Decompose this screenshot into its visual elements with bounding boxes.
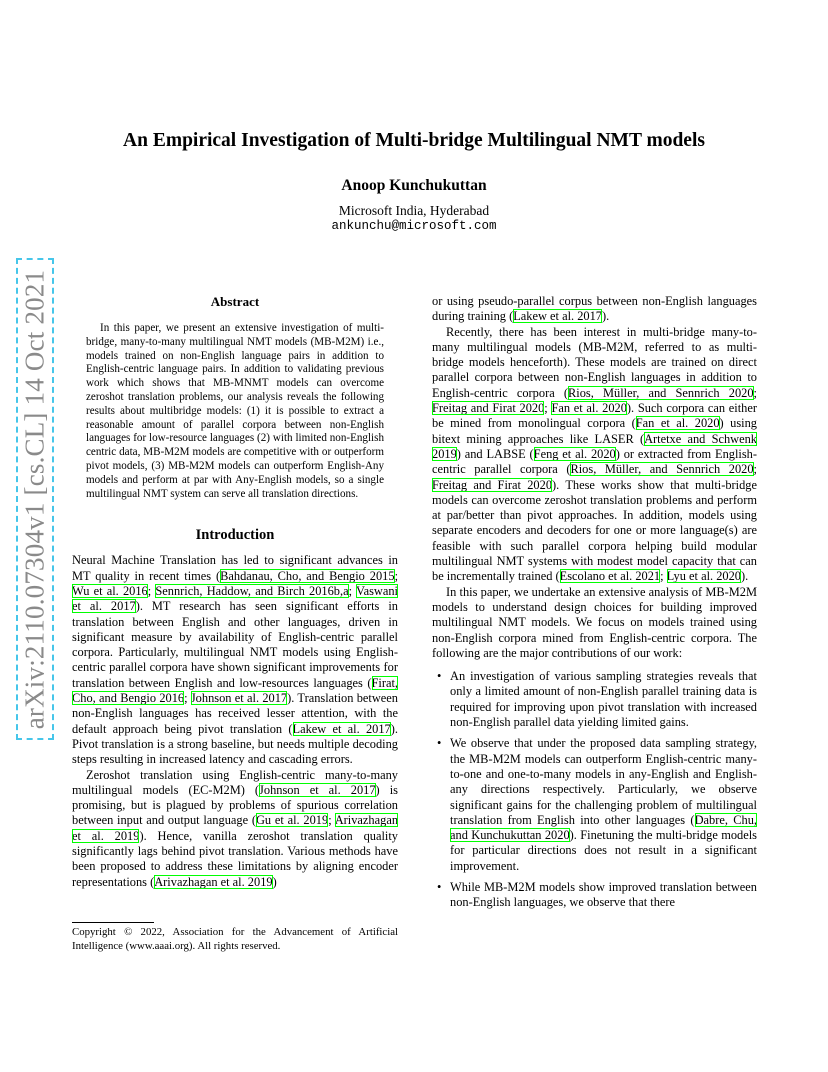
text-run: ). Pivot translation is a strong baseline, but needs multiple decoding steps resulting in increased latency and cascading errors. (72, 721, 398, 767)
list-item (432, 736, 757, 874)
text-run: ) (272, 874, 277, 889)
text-run: ). (602, 309, 610, 324)
text-run: ; (660, 569, 667, 584)
continued-paragraph (432, 294, 757, 325)
citation-link[interactable]: Lyu et al. 2020 (666, 569, 742, 584)
list-item-text: We observe that under the proposed data sampling strategy, the MB-M2M models can outperform English-centric many-to-one and one-to-many models in any-English and English-any directions respectively. Particularly, we observe significant gains for the challenging problem of multilingual translation from English into other languages ( (450, 736, 757, 827)
citation-link[interactable]: Firat, Cho, and Bengio 2016 (72, 675, 398, 706)
citation-link[interactable]: Johnson et al. 2017 (259, 782, 376, 797)
citation-link[interactable]: Escolano et al. 2021 (559, 569, 661, 584)
text-run: ). Translation between non-English languages has received lesser attention, with the default approach being pivot translation ( (72, 691, 399, 736)
text-run: ; (147, 583, 156, 598)
text-run: ; (394, 568, 399, 583)
text-run: ). MT research has seen significant efforts in translation between English and other languages, driven in significant measure by availability of English-centric parallel corpora. Particularly, multilingual NMT models using English-centric parallel corpora have shown significant improvements for translation between English and low-resources languages ( (72, 599, 398, 690)
citation-link[interactable]: Dabre, Chu, and Kunchukuttan 2020 (450, 812, 757, 843)
list-item (432, 669, 757, 730)
author-email[interactable]: ankunchu@microsoft.com (331, 219, 497, 233)
arxiv-identifier-stamp[interactable] (16, 258, 54, 740)
list-item-text: An investigation of various sampling strategies reveals that only a limited amount of non-English parallel training data is required for improving upon pivot translation with increased non-English parallel data yielding limited gains. (450, 669, 757, 730)
bullet-marker: • (437, 669, 442, 684)
author-name: Anoop Kunchukuttan (341, 177, 487, 194)
bullet-marker: • (437, 879, 442, 894)
contributions-list (432, 669, 757, 910)
author-affiliation: Microsoft India, Hyderabad (338, 203, 490, 218)
citation-link[interactable]: Feng et al. 2020 (533, 446, 616, 461)
abstract-heading: Abstract (210, 294, 260, 309)
citation-link[interactable]: Rios, Müller, and Sennrich 2020 (570, 462, 754, 477)
list-item-text: ). Finetuning the multi-bridge models for particular directions does not result in a significant improvement. (450, 828, 757, 873)
citation-link[interactable]: Bahdanau, Cho, and Bengio 2015 (220, 568, 395, 583)
intro-paragraph-2 (72, 768, 398, 890)
citation-link[interactable]: Gu et al. 2019 (255, 813, 329, 828)
text-run: ; (348, 583, 357, 598)
related-work-paragraph (432, 325, 757, 585)
citation-link[interactable]: Johnson et al. 2017 (190, 691, 288, 706)
left-column (72, 294, 398, 890)
citation-link[interactable]: Rios, Müller, and Sennrich 2020 (568, 385, 754, 400)
text-run: ) and LABSE ( (456, 446, 534, 461)
text-run: ) or extracted from English-centric parallel corpora ( (432, 446, 757, 477)
text-run: Zeroshot translation using English-centric many-to-many multilingual models (EC-M2M) ( (72, 767, 398, 797)
arxiv-identifier-text: arXiv:2110.07304v1 [cs.CL] 14 Oct 2021 (19, 269, 50, 729)
text-run: ; (753, 462, 757, 477)
text-run: ; (544, 401, 552, 416)
citation-link[interactable]: Lakew et al. 2017 (513, 309, 602, 324)
text-run: Recently, there has been interest in multi-bridge many-to-many multilingual models (MB-M2M, referred to as multi-bridge models henceforth). These models are trained on direct parallel corpora between non-English languages in addition to English-centric corpora ( (432, 324, 757, 400)
text-run: ). (741, 569, 749, 584)
citation-link[interactable]: Lakew et al. 2017 (292, 721, 391, 736)
citation-link[interactable]: Freitag and Firat 2020 (432, 477, 553, 492)
bullet-marker: • (437, 736, 442, 751)
text-run: ). Hence, vanilla zeroshot translation quality significantly lags behind pivot translation. Various methods have been proposed to address these limitations by aligning encoder representations ( (72, 828, 398, 889)
citation-link[interactable]: Fan et al. 2020 (635, 416, 720, 431)
list-item (432, 880, 757, 911)
contributions-intro-paragraph: In this paper, we undertake an extensive analysis of MB-M2M models to understand design choices for building improved multilingual NMT models. We focus on models trained using non-English corpora mined from English-centric corpora. The following are the major contributions of our work: (432, 584, 757, 660)
text-run: ; (184, 691, 191, 706)
citation-link[interactable]: Freitag and Firat 2020 (432, 401, 545, 416)
text-run: ; (328, 813, 335, 828)
citation-link[interactable]: Arivazhagan et al. 2019 (154, 874, 273, 889)
text-run: or using pseudo-parallel corpus between non-English languages during training ( (432, 294, 757, 324)
text-run: ). Such corpora can either be mined from monolingual corpora ( (432, 401, 757, 431)
text-run: ) using bitext mining approaches like LASER ( (432, 416, 758, 446)
paper-title: An Empirical Investigation of Multi-bridge Multilingual NMT models (123, 130, 705, 151)
text-run: ). These works show that multi-bridge models can overcome zeroshot translation problems and perform at par/better than pivot approaches. In addition, models using separate encoders and decoders for one or more language(s) are feasible with such parallel corpora helping build modular multilingual NMT systems with modest model capacity that can be incrementally trained ( (432, 477, 758, 584)
copyright-footnote: Copyright © 2022, Association for the Advancement of Artificial Intelligence (www.aaai.org). All rights reserved. (72, 926, 398, 952)
text-run: ) is promising, but is plagued by problems of spurious correlation between input and output language ( (72, 782, 398, 828)
intro-paragraph-1 (72, 553, 398, 767)
introduction-heading: Introduction (195, 527, 275, 544)
citation-link[interactable]: Arivazhagan et al. 2019 (72, 813, 399, 843)
right-column (432, 294, 757, 917)
list-item-text: While MB-M2M models show improved translation between non-English languages, we observe that there (450, 879, 757, 910)
citation-link[interactable]: Wu et al. 2016 (72, 583, 148, 598)
citation-link[interactable]: Fan et al. 2020 (551, 401, 627, 416)
abstract-text: In this paper, we present an extensive investigation of multi-bridge, many-to-many multilingual NMT models (MB-M2M) i.e., models trained on non-English language pairs in addition to English-centric language pairs. In addition to validating previous work which shows that MB-MNMT models can overcome zeroshot translation problems, our analysis reveals the following results about multibridge models: (1) it is possible to extract a reasonable amount of parallel corpora between non-English languages for low-resource languages (2) with limited non-English centric data, MB-M2M models are competitive with or outperform pivot models, (3) MB-M2M models can outperform English-Any models and perform at par with Any-English models, so a single multilingual NMT system can serve all translation directions. (86, 322, 384, 500)
text-run: ; (753, 385, 757, 400)
footnote-divider (72, 922, 154, 923)
text-run: Neural Machine Translation has led to significant advances in MT quality in recent times ( (72, 553, 398, 583)
citation-link[interactable]: Vaswani et al. 2017 (72, 583, 398, 614)
citation-link[interactable]: Artetxe and Schwenk 2019 (432, 431, 757, 461)
citation-link[interactable]: Sennrich, Haddow, and Birch 2016b,a (155, 583, 349, 598)
